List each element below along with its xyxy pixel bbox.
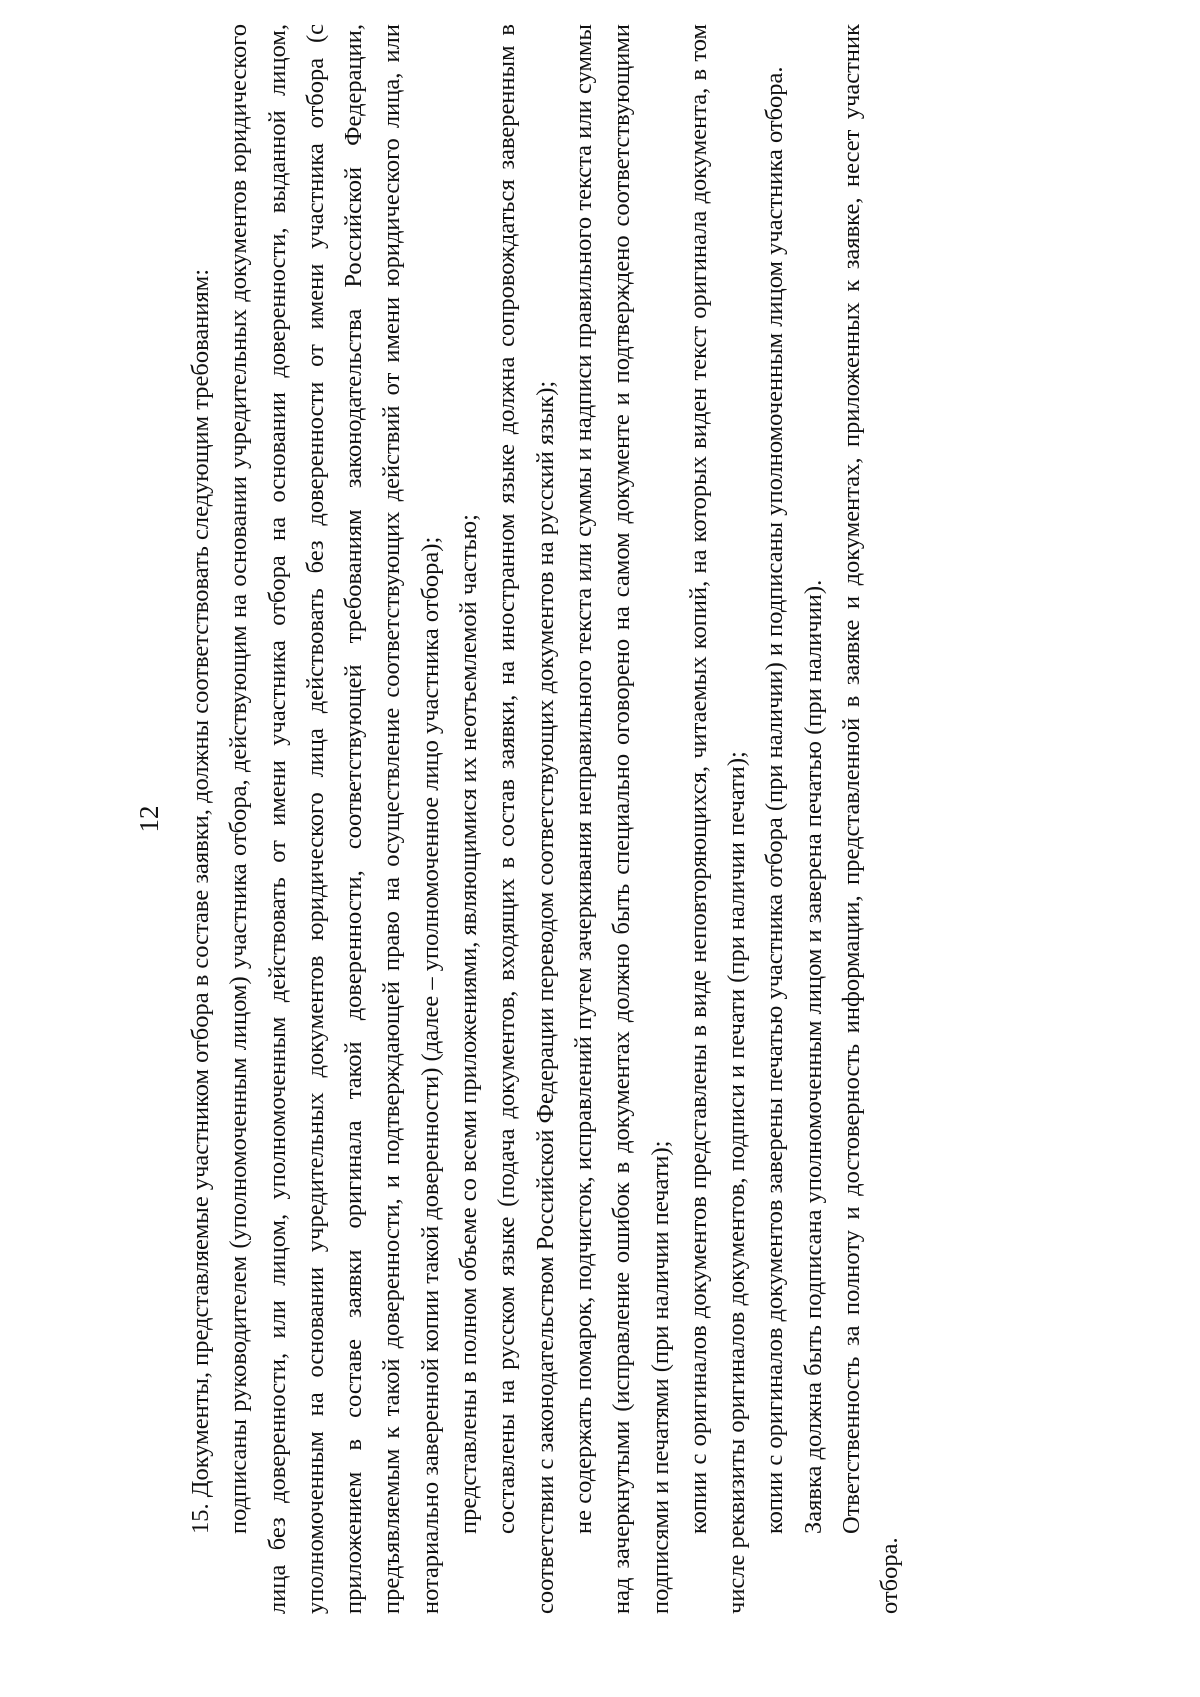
paragraph-responsibility: Ответственность за полноту и достоверность информации, представленной в заявке и документах, приложенных к заявке, несет участник отбора. xyxy=(838,24,904,1614)
paragraph-copies-readable: копии с оригиналов документов представлены в виде неповторяющихся, читаемых копий, на которых виден текст оригинала документа, в том числе реквизиты оригиналов документов, подписи и печати (при наличии печати); xyxy=(684,24,751,1614)
rotated-content xyxy=(134,24,1054,1614)
paragraph-signed: подписаны руководителем (уполномоченным лицом) участника отбора, действующим на основании учредительных документов юридического лица без доверенности, или лицом, уполномоченным действовать от имени участника отбора на основании доверенности, выданной лицом, уполномоченным на основании учредительных документов юридического лица действовать без доверенности от имени участника отбора (с приложением в составе заявки оригинала такой доверенности, соответствующей требованиям законодательства Российской Федерации, предъявляемым к такой доверенности, и подтверждающей право на осуществление соответствующих действий от имени юридического лица, или нотариально заверенной копии такой доверенности) (далее – уполномоченное лицо участника отбора); xyxy=(225,24,444,1614)
paragraph-application-signed: Заявка должна быть подписана уполномоченным лицом и заверена печатью (при наличии). xyxy=(799,579,827,1534)
paragraph-requirements-intro: 15. Документы, представляемые участником отбора в составе заявки, должны соответствовать следующим требованиям: xyxy=(187,268,214,1534)
paragraph-complete: представлены в полном объеме со всеми приложениями, являющимися их неотъемлемой частью; xyxy=(455,514,483,1534)
paragraph-no-corrections: не содержать помарок, подчисток, исправлений путем зачеркивания неправильного текста или суммы и надписи правильного текста или суммы над зачеркнутыми (исправление ошибок в документах должно быть специально оговорено на самом документе и подтверждено соответствующими подписями и печатями (при наличии печати); xyxy=(569,24,674,1614)
paragraph-copies-certified: копии с оригиналов документов заверены печатью участника отбора (при наличии) и подписаны уполномоченным лицом участника отбора. xyxy=(761,66,789,1534)
document-body xyxy=(182,24,910,1614)
page-number: 12 xyxy=(134,805,164,833)
paragraph-russian-language: составлены на русском языке (подача документов, входящих в состав заявки, на иностранном языке должна сопровождаться заверенным в соответствии с законодательством Российской Федерации переводом соответствующих документов на русский язык); xyxy=(493,24,559,1614)
